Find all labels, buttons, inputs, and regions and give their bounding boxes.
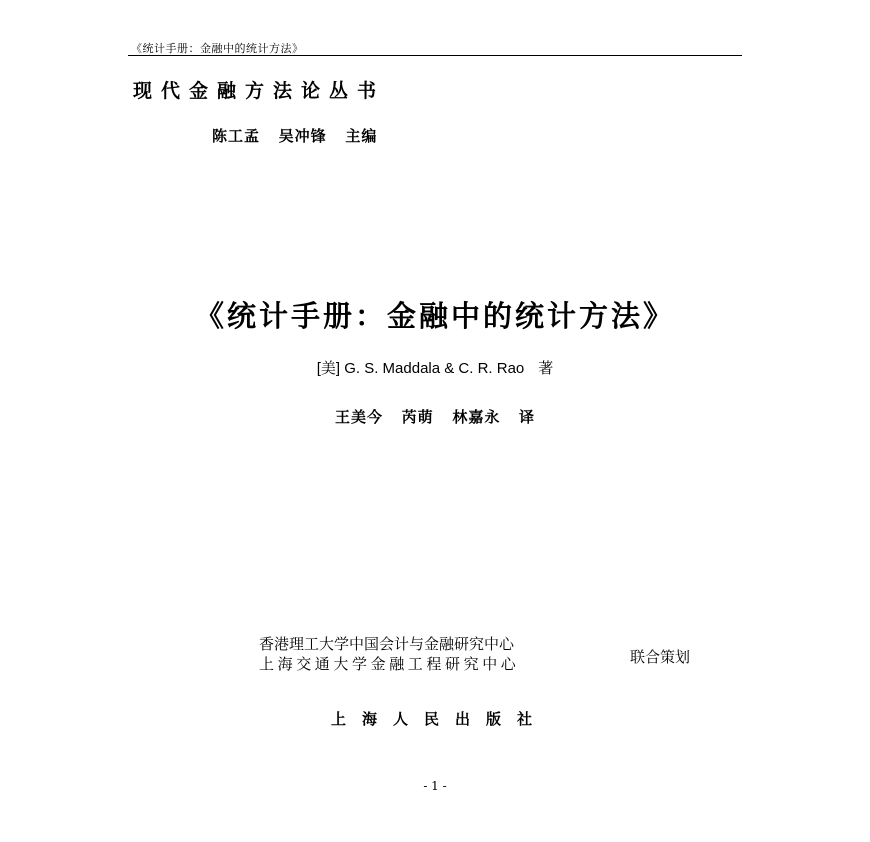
authors: [美] G. S. Maddala & C. R. Rao — [316, 360, 525, 377]
organization-1: 香港理工大学中国会计与金融研究中心 — [259, 635, 515, 653]
author-role: 著 — [538, 359, 554, 377]
organization-2: 上海交通大学金融工程研究中心 — [259, 655, 520, 673]
publisher: 上海人民出版社 — [331, 710, 549, 728]
organizations — [259, 634, 519, 674]
page-number: - 1 - — [423, 779, 447, 793]
running-header: 《统计手册：金融中的统计方法》 — [131, 42, 304, 55]
header-rule — [128, 55, 742, 56]
organization-role: 联合策划 — [630, 648, 691, 666]
series-editors: 陈工孟 吴冲锋 主编 — [212, 127, 378, 145]
translators: 王美今 芮萌 林嘉永 译 — [334, 408, 535, 426]
book-title: 《统计手册：金融中的统计方法》 — [194, 299, 675, 333]
series-title: 现代金融方法论丛书 — [133, 80, 386, 102]
authors-line — [0, 357, 870, 378]
